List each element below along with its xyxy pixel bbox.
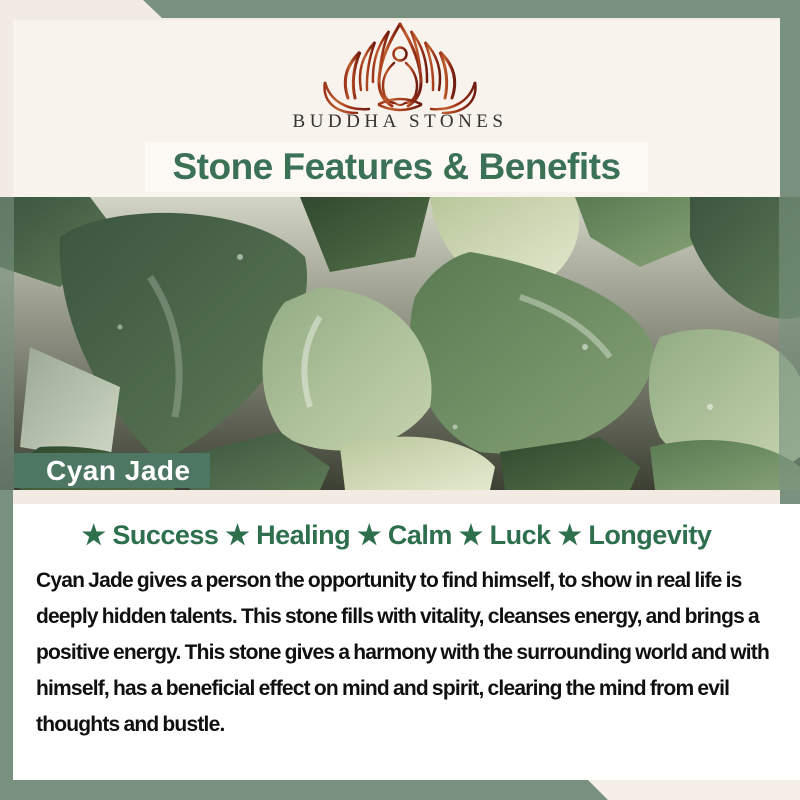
stone-name-badge (14, 453, 210, 488)
product-photo (0, 197, 800, 490)
content-top-strip (13, 490, 780, 504)
section-title: Stone Features & Benefits (172, 146, 621, 187)
photo-left-overlay (0, 197, 14, 490)
benefits-line: ★ Success ★ Healing ★ Calm ★ Luck ★ Longevity (81, 520, 712, 550)
content-section (13, 504, 800, 780)
frame-left-band (0, 490, 13, 800)
stone-shapes (0, 197, 800, 490)
lotus-meditation-logo-icon (315, 18, 485, 114)
stone-description: Cyan Jade gives a person the opportunity to find himself, to show in real life is deeply hidden talents. This stone fills with vitality, cleanses energy, and brings a positive energy. This stone gives a harmony with the surrounding world and with himself, has a beneficial effect on mind and spirit, clearing the mind from evil thoughts and bustle. (36, 569, 770, 736)
jade-stones-illustration (0, 197, 800, 490)
frame-top-band (0, 0, 800, 18)
brand-name: BUDDHA STONES (292, 111, 508, 132)
frame-right-band (780, 17, 800, 197)
stone-name: Cyan Jade (46, 454, 191, 486)
section-title-banner (145, 142, 648, 192)
photo-right-overlay (779, 197, 800, 490)
